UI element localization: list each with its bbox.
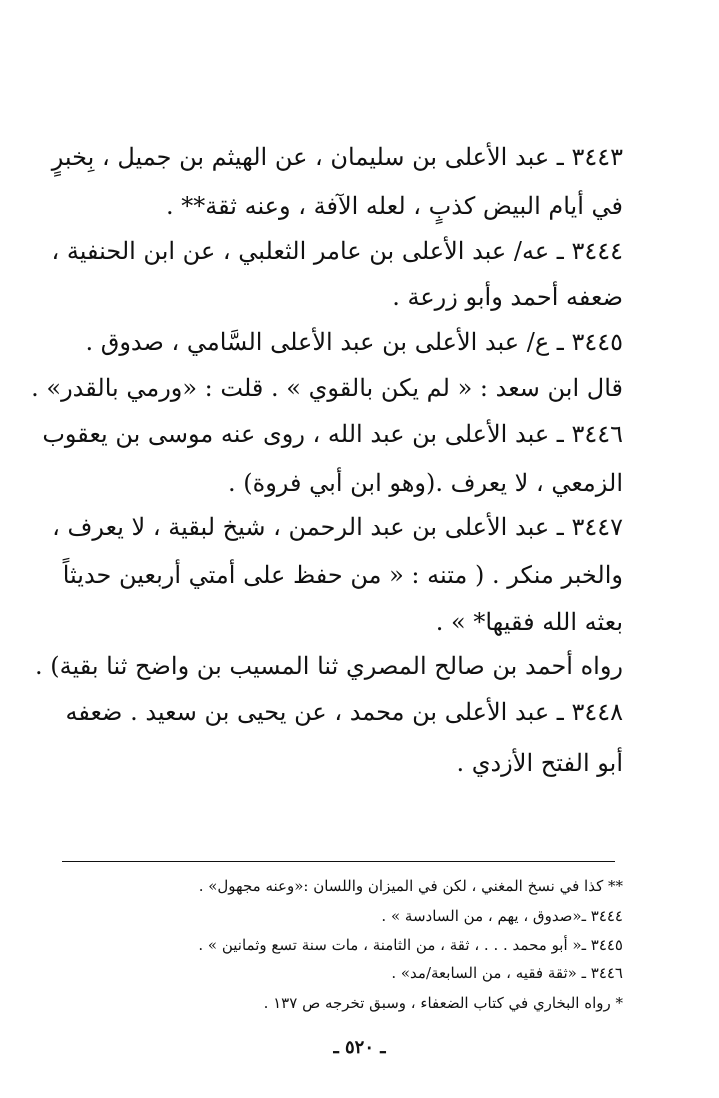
text-line: الزمعي ، لا يعرف .(وهو ابن أبي فروة) .: [228, 469, 623, 497]
text-line: والخبر منكر . ( متنه : « من حفظ على أمتي أربعين حديثاً: [62, 561, 623, 589]
text-line: ٣٤٤٧ ـ عبد الأعلى بن عبد الرحمن ، شيخ لبقية ، لا يعرف ،: [52, 513, 623, 541]
text-line: ٣٤٤٨ ـ عبد الأعلى بن محمد ، عن يحيى بن سعيد . ضعفه: [65, 698, 623, 726]
footnote: ٣٤٤٦ ـ «ثقة فقيه ، من السابعة/مد» .: [391, 964, 623, 982]
footnote: * رواه البخاري في كتاب الضعفاء ، وسبق تخرجه ص ١٣٧ .: [263, 994, 623, 1012]
page-number: ـ ٥٢٠ ـ: [333, 1037, 386, 1058]
footnote-divider: [62, 861, 615, 862]
text-line: ٣٤٤٦ ـ عبد الأعلى بن عبد الله ، روى عنه موسى بن يعقوب: [42, 420, 623, 448]
text-line: ضعفه أحمد وأبو زرعة .: [392, 283, 623, 311]
footnote: ٣٤٤٤ ـ«صدوق ، يهم ، من السادسة » .: [381, 907, 623, 925]
text-line: رواه أحمد بن صالح المصري ثنا المسيب بن واضح ثنا بقية) .: [35, 652, 623, 680]
text-line: في أيام البيض كذبٍ ، لعله الآفة ، وعنه ثقة** .: [166, 192, 623, 220]
text-line: أبو الفتح الأزدي .: [456, 749, 623, 777]
footnote: ٣٤٤٥ ـ« أبو محمد . . . ، ثقة ، من الثامنة ، مات سنة تسع وثمانين » .: [198, 936, 623, 954]
text-line: ٣٤٤٣ ـ عبد الأعلى بن سليمان ، عن الهيثم بن جميل ، بِخبرٍ: [51, 143, 623, 171]
text-line: ٣٤٤٤ ـ عه/ عبد الأعلى بن عامر الثعلبي ، عن ابن الحنفية ،: [51, 237, 623, 265]
text-line: ٣٤٤٥ ـ ع/ عبد الأعلى بن عبد الأعلى السَّامي ، صدوق .: [85, 328, 623, 356]
footnote: ** كذا في نسخ المغني ، لكن في الميزان واللسان :«وعنه مجهول» .: [198, 877, 623, 895]
text-line: قال ابن سعد : « لم يكن بالقوي » . قلت : «ورمي بالقدر» .: [31, 374, 623, 402]
text-line: بعثه الله فقيها* » .: [435, 608, 623, 636]
